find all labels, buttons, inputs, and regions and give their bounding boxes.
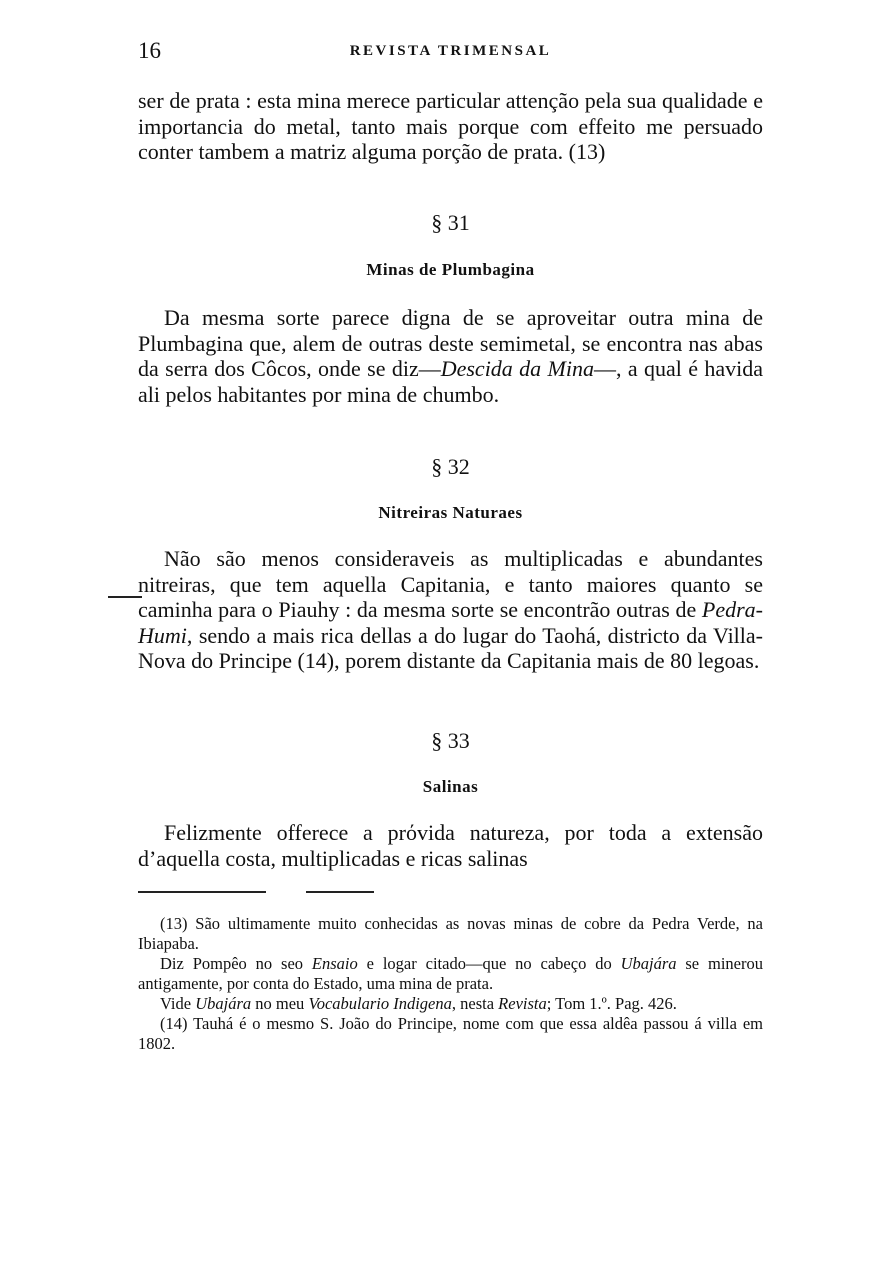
paragraph-text: Não são menos consideraveis as multiplicadas e abundantes nitreiras, que tem aquella Capitania, e tanto maiores quanto se caminha para o Piauhy : da mesma sorte se encontrão outras de — [138, 546, 763, 622]
paragraph-text: ser de prata : esta mina merece particular attenção pela sua qualidade e importancia do metal, tanto mais porque com effeito me persuado conter tambem a matriz alguma porção de prata. (13) — [138, 88, 763, 164]
footnote-text: (13) São ultimamente muito conhecidas as novas minas de cobre da Pedra Verde, na Ibiapaba. — [138, 914, 763, 953]
footnote-rule — [306, 891, 374, 893]
footnote-14 — [138, 1014, 763, 1054]
footnote-13-reference — [138, 994, 763, 1014]
section-mark-31: § 31 — [431, 210, 470, 235]
paragraph-text: —, a qual é havida ali pelos habitantes por mina de chumbo. — [138, 356, 763, 407]
paragraph-nitreiras — [138, 546, 763, 674]
footnote-13 — [138, 914, 763, 954]
paragraph-text: , sendo a mais rica dellas a do lugar do Taohá, districto da Villa-Nova do Principe (14), porem distante da Capitania mais de 80 legoas. — [138, 622, 763, 673]
paragraph-italic: Pedra-Humi — [138, 597, 763, 648]
section-title-nitreiras: Nitreiras Naturaes — [378, 503, 523, 522]
footnote-italic: Vocabulario Indigena — [308, 994, 452, 1013]
running-head: REVISTA TRIMENSAL — [349, 43, 552, 59]
paragraph-text: Felizmente offerece a prόvida natureza, por toda a extensão d’aquella costa, multiplicadas e ricas salinas — [138, 820, 763, 871]
paragraph-continuation — [138, 88, 763, 165]
paragraph-text: Da mesma sorte parece digna de se aproveitar outra mina de Plumbagina que, alem de outras deste semimetal, se encontra nas abas da serra dos Côcos, onde se diz— — [138, 305, 763, 381]
footnote-text: e logar citado—que no cabeço do — [357, 954, 621, 973]
paragraph-salinas — [138, 820, 763, 871]
paragraph-italic: Descida da Mina — [440, 356, 594, 381]
footnote-rule — [138, 891, 266, 893]
section-mark-32: § 32 — [431, 454, 470, 479]
footnote-italic: Ubajára — [195, 994, 252, 1013]
footnote-13-continued — [138, 954, 763, 994]
footnote-text: , nesta — [451, 994, 499, 1013]
page-header — [138, 38, 763, 64]
footnote-italic: Ensaio — [311, 954, 358, 973]
footnote-text: Diz Pompêo no seo — [160, 954, 312, 973]
margin-mark — [108, 596, 142, 598]
footnote-text: no meu — [251, 994, 309, 1013]
footnote-text: Vide — [160, 994, 196, 1013]
footnotes — [138, 914, 763, 1054]
section-title-plumbagina: Minas de Plumbagina — [366, 260, 535, 279]
section-title-salinas: Salinas — [422, 777, 479, 796]
paragraph-plumbagina — [138, 305, 763, 407]
footnote-text: se minerou antigamente, por conta do Estado, uma mina de prata. — [138, 954, 763, 993]
footnote-text: (14) Tauhá é o mesmo S. João do Principe, nome com que essa aldêa passou á villa em 1802. — [138, 1014, 763, 1053]
page-number: 16 — [138, 38, 161, 63]
section-mark-33: § 33 — [431, 728, 470, 753]
footnote-text: ; Tom 1.º. Pag. 426. — [546, 994, 677, 1013]
footnote-italic: Revista — [498, 994, 547, 1013]
footnote-italic: Ubajára — [620, 954, 677, 973]
